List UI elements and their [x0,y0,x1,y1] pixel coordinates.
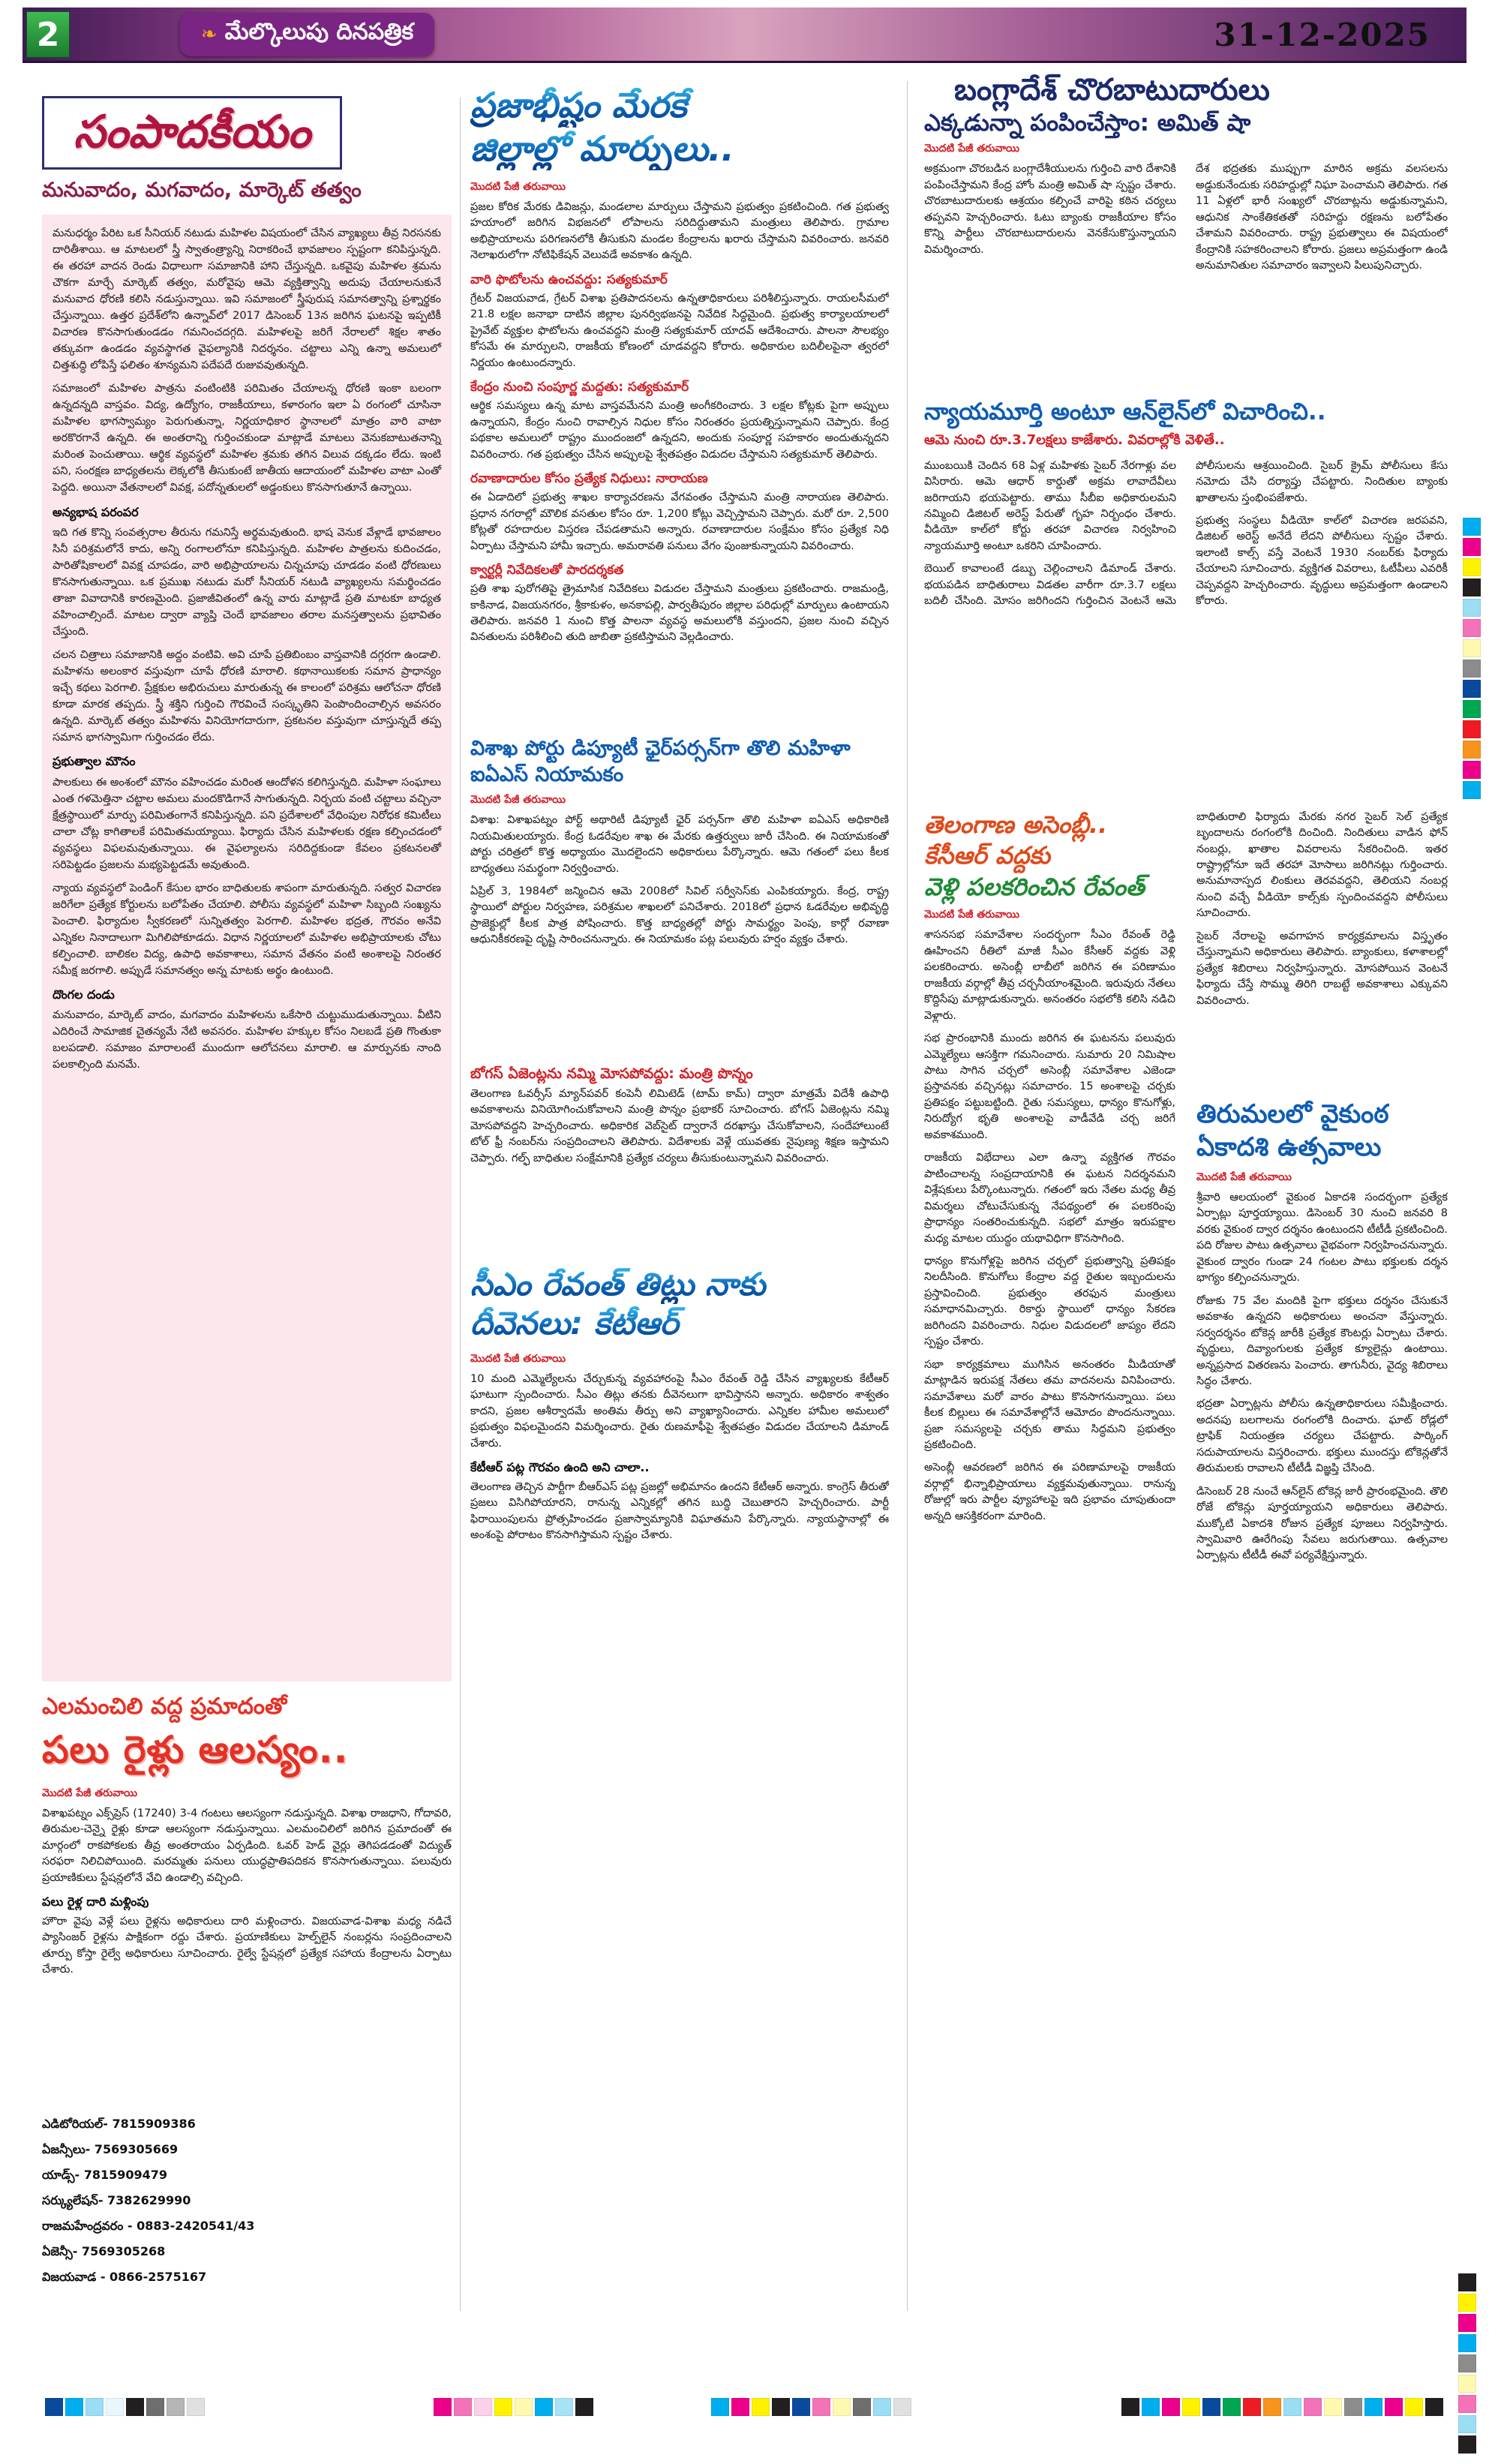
color-patch [1463,761,1481,779]
editorial-headline: మనువాదం, మగవాదం, మార్కెట్ తత్వం [42,179,362,202]
color-patch [1458,2395,1476,2413]
trains-kicker: ఎలమంచిలి వద్ద ప్రమాదంతో [42,1693,287,1720]
paragraph: శ్రీవారి ఆలయంలో వైకుంఠ ఏకాదశి సందర్భంగా ప్రత్యేక ఏర్పాట్లు పూర్తయ్యాయి. డిసెంబర్ 30 నుంచి జనవరి 8 వరకు వైకుంఠ ద్వార దర్శనం ఉంటుందని టీటీడీ ప్రకటించింది. పది రోజుల పాటు ఉత్సవాలు వైభవంగా నిర్వహించనున్నారు. వైకుంఠ ద్వారం గుండా 24 గంటల పాటు భక్తులకు దర్శన భాగ్యం కల్పించనున్నారు. [1196,1191,1448,1285]
masthead-swash-icon: ❧ [201,23,218,46]
tirumala-headline-line1: తిరుమలలో వైకుంఠ [1196,1098,1389,1129]
color-patch [1458,2435,1476,2453]
color-patch [1463,558,1481,576]
continued-tag: మొదటి పేజీ తరువాయి [1196,1170,1292,1183]
color-patch [1243,2398,1261,2416]
column-center [470,84,889,1777]
paragraph: ఏజెన్సీ- 7569305268 [42,2244,166,2258]
paragraph: మనుధర్మం పేరిట ఒక సీనియర్ నటుడు మహిళల విషయంలో చేసిన వ్యాఖ్యలు తీవ్ర నిరసనకు దారితీశాయి. ఆ మాటలలో స్త్రీ స్వాతంత్ర్యాన్ని నిరాకరించే భావజాలం స్పష్టంగా కనిపిస్తున్నది. ఈ తరహా వాదన రెండు విధాలుగా సమాజానికి హాని చేస్తున్నది. ఒకవైపు మహిళల శ్రమను చౌకగా మార్చే మార్కెట్ తత్వం, మరోవైపు ఆమె వ్యక్తిత్వాన్ని అదుపు చేయాలనుకునే మనువాద ధోరణి కలిసి నడుస్తున్నాయి. ఇవి సమాజంలో స్త్రీపురుష సమానత్వాన్ని ప్రశ్నార్థకం చేస్తున్నాయి. ఉత్తర ప్రదేశ్‌లోని ఉన్నావ్‌లో 2017 డిసెంబర్ 13న జరిగిన ఘటనపై ఇప్పటికీ విచారణ కొనసాగుతుండడం గమనించదగ్గది. మహిళలపై జరిగే నేరాలలో శిక్షల శాతం తక్కువగా ఉండడం వ్యవస్థాగత వైఫల్యానికి నిదర్శనం. చట్టాలు ఎన్ని ఉన్నా అమలులో చిత్తశుద్ధి లోపిస్తే ఫలితం శూన్యమని పదేపదే రుజువవుతున్నది. [53,227,441,372]
masthead-logo [180,13,434,56]
paragraph: తెలంగాణ తెచ్చిన పార్టీగా బీఆర్ఎస్ పట్ల ప్రజల్లో అభిమానం ఉందని కేటీఆర్ అన్నారు. కాంగ్రెస్ తీరుతో ప్రజలు విసిగిపోయారని, రానున్న ఎన్నికల్లో తగిన బుద్ధి చెబుతారని హెచ్చరించారు. పార్టీ ఫిరాయింపులను ప్రోత్సహించడం ప్రజాస్వామ్యానికి విఘాతమని పేర్కొన్నారు. న్యాయస్థానాల్లో ఈ అంశంపై పోరాటం కొనసాగిస్తామని స్పష్టం చేశారు. [470,1480,889,1542]
registration-marks-bottom-center [711,2398,911,2416]
column-divider [907,81,908,2311]
paragraph: పాలకులు ఈ అంశంలో మౌనం వహించడం మరింత ఆందోళన కలిగిస్తున్నది. మహిళా సంఘాలు ఎంత గళమెత్తినా చట్టాల అమలు మందకొడిగానే సాగుతున్నది. నిర్భయ వంటి చట్టాలు వచ్చినా క్షేత్రస్థాయిలో మార్పు పరిమితంగానే కనిపిస్తున్నది. పని ప్రదేశాలలో వేధింపుల నిరోధక కమిటీలు చాలా చోట్ల కాగితాలకే పరిమితమయ్యాయి. ఫిర్యాదు చేసిన మహిళలకు రక్షణ కల్పించడంలో వ్యవస్థలు విఫలమవుతున్నాయి. ఈ వైఫల్యాలను సరిదిద్దకుండా కేవలం ప్రకటనలతో సరిపెట్టడం ప్రజలను మభ్యపెట్టడమే అవుతుంది. [53,776,441,871]
color-patch [1463,518,1481,536]
paragraph: తెలంగాణ ఓవర్సీస్ మ్యాన్‌పవర్ కంపెనీ లిమిటెడ్ (టామ్ కామ్) ద్వారా మాత్రమే విదేశీ ఉపాధి అవకాశాలను వినియోగించుకోవాలని మంత్రి పొన్నం ప్రభాకర్ సూచించారు. బోగస్ ఏజెంట్లను నమ్మి మోసపోవద్దని హెచ్చరించారు. అధికారిక వెబ్‌సైట్ ద్వారానే దరఖాస్తు చేసుకోవాలని, సందేహాలుంటే టోల్ ఫ్రీ నంబర్‌ను సంప్రదించాలని తెలిపారు. విదేశాలకు వెళ్లే యువతకు నైపుణ్య శిక్షణ ఇస్తామని చెప్పారు. గల్ఫ్ బాధితుల సంక్షేమానికి ప్రత్యేక చర్యలు తీసుకుంటున్నామని వివరించారు. [470,1087,889,1164]
subhead: కేటీఆర్ పట్ల గౌరవం ఉంది అని చాలా.. [470,1460,650,1475]
color-patch [833,2398,851,2416]
revanth-headline-line2: వెళ్లి పలకరించిన రేవంత్ [924,872,1145,901]
paragraph: విశాఖ: విశాఖపట్నం పోర్ట్ అథారిటీ డిప్యూటీ ఛైర్ పర్సన్‌గా తొలి మహిళా ఐఏఎస్ అధికారిణి నియమితులయ్యారు. కేంద్ర ఓడరేవుల శాఖ ఈ మేరకు ఉత్తర్వులు జారీ చేసింది. ఈ నియామకంతో పోర్టు చరిత్రలో కొత్త అధ్యాయం మొదలైందని అధికారులు పేర్కొన్నారు. ఆమె గతంలో పలు కీలక బాధ్యతలు సమర్థంగా నిర్వర్తించారు. [470,814,889,875]
paragraph: భద్రతా ఏర్పాట్లను పోలీసు ఉన్నతాధికారులు సమీక్షించారు. అదనపు బలగాలను రంగంలోకి దించారు. ఘాట్ రోడ్లలో ట్రాఫిక్ నియంత్రణ చర్యలు చేపట్టారు. పార్కింగ్ సదుపాయాలను విస్తరించారు. భక్తులు ముందస్తు టోకెన్లతోనే తిరుమలకు రావాలని టీటీడీ విజ్ఞప్తి చేసింది. [1196,1398,1448,1475]
paragraph: అక్రమంగా చొరబడిన బంగ్లాదేశీయులను గుర్తించి వారి దేశానికి పంపించేస్తామని కేంద్ర హోం మంత్రి అమిత్ షా స్పష్టం చేశారు. చొరబాటుదారులకు ఆశ్రయం కల్పించే వారిపై కఠిన చర్యలు తప్పవని హెచ్చరించారు. ఓటు బ్యాంకు రాజకీయాల కోసం కొన్ని పార్టీలు చొరబాటుదారులను వెనకేసుకొస్తున్నాయని విమర్శించారు. [924,163,1176,256]
revanth-body [924,927,1175,2270]
right-subcolumns [924,810,1448,2271]
color-patch [86,2398,104,2416]
continued-tag: మొదటి పేజీ తరువాయి [470,1352,566,1365]
paragraph: ఇది గత కొన్ని సంవత్సరాల తీరును గమనిస్తే అర్థమవుతుంది. భాష వెనుక వేళ్లాడే భావజాలం సినీ పరిశ్రమలోనే కాదు, అన్ని రంగాలలోనూ కనిపిస్తున్నది. మహిళల పాత్రలను కుదించడం, పారితోషికాలలో వివక్ష చూపడం, వారి అభిప్రాయాలను చిన్నచూపు చూడడం వంటి ధోరణులు కొనసాగుతున్నాయి. ఒక ప్రముఖ నటుడు మరో సీనియర్ నటుడి వ్యాఖ్యలను సమర్థించడం తాజా వివాదానికి కారణమైంది. ప్రజాజీవితంలో ఉన్న వారు మాట్లాడే ప్రతి మాటకూ బాధ్యత వహించాల్సిందే. మాటల ద్వారా వ్యాప్తి చెందే భావజాలం తరాల మనస్తత్వాలను ప్రభావితం చేస్తుంది. [53,526,441,638]
amit-shah-body [924,161,1448,383]
paragraph: గ్రేటర్ విజయవాడ, గ్రేటర్ విశాఖ ప్రతిపాదనలను ఉన్నతాధికారులు పరిశీలిస్తున్నారు. రాయలసీమలో 21.8 లక్షల జనాభా దాటిన జిల్లాల పునర్విభజనపై నివేదిక సిద్ధమైంది. ప్రభుత్వ కార్యాలయాలలో ప్రైవేట్ వ్యక్తుల ఫొటోలను ఉంచవద్దని మంత్రి సత్యకుమార్ యాదవ్ ఆదేశించారు. పాలనా సౌలభ్యం కోసమే ఈ మార్పులని, రాజకీయ కోణంలో చూడవద్దని కోరారు. అధికారుల బదిలీలపైనా త్వరలో నిర్ణయం ఉంటుందన్నారు. [470,292,889,369]
color-patch [1142,2398,1160,2416]
paragraph: రాజమహేంద్రవరం - 0883-2420541/43 [42,2219,255,2233]
column-editorial [42,96,452,2291]
paragraph: సభ ప్రారంభానికి ముందు జరిగిన ఈ ఘటనను పలువురు ఎమ్మెల్యేలు ఆసక్తిగా గమనించారు. సుమారు 20 నిమిషాల పాటు సాగిన చర్చలో అసెంబ్లీ సమావేశాల ఎజెండా ప్రస్తావనకు వచ్చినట్లు సమాచారం. 15 అంశాలపై చర్చకు ప్రతిపక్షం పట్టుబట్టింది. రైతు సమస్యలు, ధాన్యం కొనుగోళ్లు, నిరుద్యోగ భృతి అంశాలపై వాడీవేడి చర్చ జరిగే అవకాశముంది. [924,1032,1175,1141]
contact-info [42,2112,452,2289]
color-patch [1223,2398,1241,2416]
color-patch [1458,2334,1476,2352]
subcolumn-left [924,810,1175,2271]
color-patch [1463,660,1481,678]
port-headline: విశాఖ పోర్టు డిప్యూటీ ఛైర్‌పర్సన్‌గా తొలి మహిళా ఐఏఎస్ నియామకం [470,737,851,787]
color-patch [126,2398,144,2416]
color-patch [1463,781,1481,799]
paragraph: ముంబయికి చెందిన 68 ఏళ్ల మహిళకు సైబర్ నేరగాళ్లు వల విసిరారు. ఆమె ఆధార్ కార్డుతో అక్రమ లావాదేవీలు జరిగాయని భయపెట్టారు. తాము సీబీఐ అధికారులమని నమ్మించి డిజిటల్ అరెస్ట్ పేరుతో గృహ నిర్బంధం చేశారు. వీడియో కాల్‌లో కోర్టు తరహా విచారణ నిర్వహించి న్యాయమూర్తి అంటూ ఒకరిని చూపించారు. [924,459,1176,552]
masthead-title: మేల్కొలుపు దినపత్రిక [224,19,414,45]
paragraph: ఏజన్సీలు- 7569305669 [42,2142,179,2156]
color-patch [1458,2273,1476,2291]
editorial-section-title: సంపాదకీయం [74,106,311,158]
color-patch [772,2398,790,2416]
color-patch [45,2398,63,2416]
color-patch [1463,599,1481,617]
editorial-section-box [42,96,342,170]
registration-marks-bottom-center-left [434,2398,593,2416]
color-patch [106,2398,124,2416]
paragraph: ఈ ఏడాదిలో ప్రభుత్వ శాఖల కార్యాచరణను వేగవంతం చేస్తామని మంత్రి నారాయణ తెలిపారు. ప్రధాన నగరాల్లో మౌలిక వసతుల కోసం రూ. 1,200 కోట్లు వెచ్చిస్తామని చెప్పారు. మరో రూ. 2,500 కోట్లతో రహదారుల విస్తరణ చేపడతామని అన్నారు. రవాణాదారుల సంక్షేమం కోసం ప్రత్యేక నిధి ఏర్పాటు చేస్తామని హామీ ఇచ్చారు. అమరావతి పనులు వేగం పుంజుకున్నాయని వివరించారు. [470,491,889,552]
paragraph: బాధితురాలి ఫిర్యాదు మేరకు నగర సైబర్ సెల్ ప్రత్యేక బృందాలను రంగంలోకి దించింది. నిందితులు వాడిన ఫోన్ నంబర్లు, ఖాతాల వివరాలను సేకరించింది. ఇతర రాష్ట్రాల్లోనూ ఇదే తరహా మోసాలు జరిగినట్లు గుర్తించారు. అనుమానాస్పద లింకులు తెరవవద్దని, తెలియని నంబర్ల నుంచి వచ్చే వీడియో కాల్స్‌కు స్పందించవద్దని పోలీసులు సూచించారు. [1196,810,1448,920]
color-patch [555,2398,573,2416]
paragraph: దేశ భద్రతకు ముప్పుగా మారిన అక్రమ వలసలను అడ్డుకునేందుకు సరిహద్దుల్లో నిఘా పెంచామని తెలిపారు. గత 11 ఏళ్లలో భారీ సంఖ్యలో చొరబాట్లను అడ్డుకున్నామని, ఆధునిక సాంకేతికతతో సరిహద్దు రక్షణను బలోపేతం చేశామని వివరించారు. రాష్ట్ర ప్రభుత్వాలు ఈ విషయంలో కేంద్రానికి సహకరించాలని కోరారు. ప్రజలు అప్రమత్తంగా ఉండి అనుమానితుల సమాచారం ఇవ్వాలని పిలుపునిచ్చారు. [1196,163,1448,272]
revanth-headline-line1: తెలంగాణ అసెంబ్లీ.. కేసీఆర్ వద్దకు [924,810,1108,870]
color-patch [1283,2398,1301,2416]
continued-tag: మొదటి పేజీ తరువాయి [924,909,1019,921]
color-patch [1182,2398,1200,2416]
color-patch [474,2398,492,2416]
cyber-body [924,458,1448,798]
editorial-body [42,215,452,1681]
red-subhead: వారి ఫొటోలను ఉంచవద్దు: సత్యకుమార్ [470,272,668,287]
color-patch [1458,2415,1476,2433]
paragraph: విశాఖపట్నం ఎక్స్‌ప్రెస్ (17240) 3-4 గంటలు ఆలస్యంగా నడుస్తున్నది. విశాఖ రాజధాని, గోదావరి, తిరుమల-చెన్నై రైళ్లు కూడా ఆలస్యంగా నడుస్తున్నాయి. ఎలమంచిలిలో జరిగిన ప్రమాదంతో ఈ మార్గంలో రాకపోకలకు తీవ్ర అంతరాయం ఏర్పడింది. ఓవర్ హెడ్ వైర్లు తెగిపడడంతో విద్యుత్ సరఫరా నిలిచిపోయింది. మరమ్మతు పనులు యుద్ధప్రాతిపదికన కొనసాగుతున్నాయి. పలువురు ప్రయాణికులు స్టేషన్లలోనే వేచి ఉండాల్సి వచ్చింది. [42,1807,452,1884]
color-patch [1304,2398,1322,2416]
paragraph: సర్క్యులేషన్- 7382629990 [42,2193,191,2207]
color-patch [731,2398,749,2416]
bogus-agents-body [470,1086,889,1256]
paragraph: సభా కార్యక్రమాలు ముగిసిన అనంతరం మీడియాతో మాట్లాడిన ఇరుపక్ష నేతలు తమ వాదనలను వినిపించారు. సమావేశాలు మరో వారం పాటు కొనసాగనున్నాయి. పలు కీలక బిల్లులు ఈ సమావేశాల్లోనే ఆమోదం పొందనున్నాయి. ప్రజా సమస్యలపై చర్చకు తాము సిద్ధమని ప్రభుత్వం ప్రకటించింది. [924,1358,1175,1451]
color-patch [494,2398,512,2416]
color-patch [1364,2398,1382,2416]
paragraph: విజయవాడ - 0866-2575167 [42,2270,207,2284]
paragraph: న్యాయ వ్యవస్థలో పెండింగ్ కేసుల భారం బాధితులకు శాపంగా మారుతున్నది. సత్వర విచారణ జరిగేలా ప్రత్యేక కోర్టులను బలోపేతం చేయాలి. పోలీసు వ్యవస్థలో మహిళా సిబ్బంది సంఖ్యను పెంచాలి. ఫిర్యాదుల స్వీకరణలో సున్నితత్వం పెరగాలి. మహిళల భద్రత, గౌరవం అనేవి ఎన్నికల నినాదాలుగా మిగిలిపోకూడదు. విధాన నిర్ణయాలలో మహిళల అభిప్రాయాలకు చోటు కల్పించాలి. బాలికల విద్య, ఉపాధి అవకాశాలు, సమాన వేతనం వంటి అంశాలపై నిరంతర సమీక్ష జరగాలి. అప్పుడే సమానత్వం అన్న మాటకు అర్థం ఉంటుంది. [53,882,441,977]
paragraph: ప్రజల కోరిక మేరకు డివిజన్లు, మండలాల మార్పులు చేస్తామని ప్రభుత్వం ప్రకటించింది. గత ప్రభుత్వ హయాంలో జరిగిన విభజనలో లోపాలను సరిదిద్దుతామని మంత్రులు తెలిపారు. గ్రామాల అభిప్రాయాలను పరిగణనలోకి తీసుకుని మండల కేంద్రాలను ఖరారు చేస్తామని వివరించారు. జనవరి నెలాఖరులోగా నోటిఫికేషన్ వెలువడే అవకాశం ఉన్నది. [470,201,889,262]
color-patch [873,2398,891,2416]
color-patch [853,2398,871,2416]
red-subhead: రవాణాదారుల కోసం ప్రత్యేక నిధులు: నారాయణ [470,471,708,487]
paragraph: బెయిల్ కావాలంటే డబ్బు చెల్లించాలని డిమాండ్ చేశారు. భయపడిన బాధితురాలు విడతల వారీగా రూ.3.7 లక్షలు బదిలీ చేసింది. మోసం జరిగిందని గుర్తించిన వెంటనే ఆమె పోలీసులను ఆశ్రయించింది. సైబర్ క్రైమ్ పోలీసులు కేసు నమోదు చేసి దర్యాప్తు చేపట్టారు. నిందితుల బ్యాంకు ఖాతాలను స్తంభింపజేశారు. [924,459,1448,608]
ktr-body [470,1372,889,1777]
subhead: పలు రైళ్ల దారి మళ్లింపు [42,1895,149,1910]
paragraph: మనువాదం, మార్కెట్ వాదం, మగవాదం మహిళలను ఒకేసారి చుట్టుముడుతున్నాయి. వీటిని ఎదిరించే సామాజిక చైతన్యమే నేటి అవసరం. మహిళల హక్కుల కోసం నిలబడే ప్రతి గొంతుకా బలపడాలి. సమాజం మారాలంటే ముందుగా ఆలోచనలు మారాలి. ఆ మార్పునకు నాంది పలకాల్సింది మనమే. [53,1009,441,1071]
edition-date: 31-12-2025 [1214,17,1430,53]
color-patch [515,2398,533,2416]
tirumala-body [1196,1190,1448,2180]
color-patch [454,2398,472,2416]
color-patch [65,2398,83,2416]
continued-tag: మొదటి పేజీ తరువాయి [42,1787,137,1799]
color-patch [1405,2398,1423,2416]
color-patch [1463,700,1481,718]
paragraph: సమాజంలో మహిళల పాత్రను వంటింటికి పరిమితం చేయాలన్న ధోరణి ఇంకా బలంగా ఉన్నదన్నది వాస్తవం. విద్య, ఉద్యోగం, రాజకీయాలు, కళారంగం ఇలా ఏ రంగంలో చూసినా మహిళల భాగస్వామ్యం పెరుగుతున్నా, నిర్ణయాధికార స్థానాలలో మాత్రం వారి వాటా అరకొరగానే ఉన్నది. ఈ అంతరాన్ని గుర్తించకుండా మాట్లాడే మాటలు వెనుకబాటుతనాన్ని మరింత పెంచుతాయి. ఆర్థిక వ్యవస్థలో మహిళల శ్రమకు తగిన విలువ దక్కడం లేదు. ఇంటి పని, సంరక్షణ బాధ్యతలను లెక్కలోకి తీసుకుంటే జాతీయ ఆదాయంలో మహిళల వాటా ఎంతో పెద్దది. అయినా వేతనాలలో వివక్ష, పదోన్నతులలో అడ్డంకులు కొనసాగుతూనే ఉన్నాయి. [53,383,441,494]
subhead: అన్యభాష పరంపర [53,504,139,519]
paragraph: 10 మంది ఎమ్మెల్యేలను చేర్చుకున్న వ్యవహారంపై సీఎం రేవంత్ రెడ్డి చేసిన వ్యాఖ్యలకు కేటీఆర్ ఘాటుగా స్పందించారు. సీఎం తిట్లు తనకు దీవెనలుగా భావిస్తానని అన్నారు. అధికారం శాశ్వతం కాదని, ప్రజల ఆశీర్వాదమే అంతిమ తీర్పు అని వ్యాఖ్యానించారు. ఎన్నికల హామీల అమలులో ప్రభుత్వం విఫలమైందని విమర్శించారు. రైతు రుణమాఫీపై శ్వేతపత్రం విడుదల చేయాలని డిమాండ్ చేశారు. [470,1372,889,1450]
color-patch [792,2398,810,2416]
paragraph: యాడ్స్- 7815909479 [42,2168,168,2182]
subcolumn-right [1196,810,1448,2271]
bogus-agents-subhead: బోగస్ ఏజెంట్లను నమ్మి మోసపోవద్దు: మంత్రి పొన్నం [470,1065,753,1083]
color-patch [1463,578,1481,596]
color-patch [1162,2398,1180,2416]
paragraph: ఎడిటోరియల్- 7815909386 [42,2117,196,2131]
tirumala-headline-line2: ఏకాదశి ఉత్సవాలు [1196,1131,1382,1162]
color-patch [434,2398,452,2416]
district-body [470,200,889,723]
color-patch [167,2398,185,2416]
continued-tag: మొదటి పేజీ తరువాయి [470,181,566,193]
paragraph: శాసనసభ సమావేశాల సందర్భంగా సీఎం రేవంత్ రెడ్డి ఊహించని రీతిలో మాజీ సీఎం కేసీఆర్ వద్దకు వెళ్లి పలకరించారు. అసెంబ్లీ లాబీలో జరిగిన ఈ పరిణామం రాజకీయ వర్గాల్లో తీవ్ర చర్చనీయాంశమైంది. ఇరువురు నేతలు కొద్దిసేపు మాట్లాడుకున్నారు. అనంతరం సభలోకి కలిసి నడిచి వెళ్లారు. [924,929,1175,1022]
ktr-headline-line1: సీఎం రేవంత్ తిట్లు నాకు [470,1265,889,1305]
page-header [23,8,1466,63]
color-patch [1463,741,1481,759]
registration-marks-bottom-left [45,2398,205,2416]
trains-headline: పలు రైళ్లు ఆలస్యం.. [42,1728,349,1771]
color-patch [1463,538,1481,556]
color-patch [575,2398,593,2416]
color-patch [1121,2398,1139,2416]
red-subhead: క్వార్టర్లీ నివేదికలతో పారదర్శకత [470,562,624,578]
district-headline-line2: జిల్లాల్లో మార్పులు.. [470,128,889,171]
color-patch [1458,2294,1476,2312]
trains-body [42,1806,452,2100]
cyber-headline: న్యాయమూర్తి అంటూ ఆన్‌లైన్‌లో విచారించి.. [924,398,1326,426]
color-patch [812,2398,830,2416]
subhead: దొంగల దండు [53,987,115,1002]
red-subhead: కేంద్రం నుంచి సంపూర్ణ మద్దతు: సత్యకుమార్ [470,380,689,395]
color-patch [752,2398,770,2416]
paragraph: డిసెంబర్ 28 నుంచే ఆన్‌లైన్ టోకెన్ల జారీ ప్రారంభమైంది. తొలి రోజే టోకెన్లు పూర్తయ్యాయని అధికారులు తెలిపారు. ముక్కోటి ఏకాదశి రోజున ప్రత్యేక పూజలు నిర్వహిస్తారు. స్వామివారి ఊరేగింపు సేవలు జరుగుతాయి. ఉత్సవాల ఏర్పాట్లను టీటీడీ ఈవో పర్యవేక్షిస్తున్నారు. [1196,1485,1448,1562]
color-patch [1425,2398,1443,2416]
cyber-deck: ఆమె నుంచి రూ.3.7లక్షలు కాజేశారు. వివరాల్లోకి వెళితే.. [924,431,1225,448]
registration-marks-right-edge [1463,518,1481,799]
color-patch [1202,2398,1220,2416]
color-patch [1463,619,1481,637]
subhead: ప్రభుత్వాల మౌనం [53,754,136,769]
ktr-headline-line2: దీవెనలు: కేటీఆర్ [470,1304,889,1344]
color-patch [1324,2398,1342,2416]
continued-tag: మొదటి పేజీ తరువాయి [470,794,566,807]
continued-tag: మొదటి పేజీ తరువాయి [924,143,1019,155]
column-right [924,72,1448,2270]
amit-shah-headline-line1: బంగ్లాదేశ్ చొరబాటుదారులు [954,73,1270,107]
paragraph: రోజుకు 75 వేల మందికి పైగా భక్తులు దర్శనం చేసుకునే అవకాశం ఉన్నదని అధికారులు అంచనా వేస్తున్నారు. సర్వదర్శనం టోకెన్ల జారీకి ప్రత్యేక కౌంటర్లు ఏర్పాటు చేశారు. వృద్ధులు, దివ్యాంగులకు ప్రత్యేక క్యూలైన్లు ఉంటాయి. అన్నప్రసాద వితరణను పెంచారు. తాగునీరు, వైద్య శిబిరాలు సిద్ధం చేశారు. [1196,1294,1448,1387]
color-patch [1344,2398,1362,2416]
color-patch [1385,2398,1403,2416]
color-patch [1463,639,1481,657]
color-patch [1458,2314,1476,2332]
paragraph: అసెంబ్లీ ఆవరణలో జరిగిన ఈ పరిణామాలపై రాజకీయ వర్గాల్లో భిన్నాభిప్రాయాలు వ్యక్తమవుతున్నాయి. రానున్న రోజుల్లో ఇరు పార్టీల వ్యూహాలపై ఇది ప్రభావం చూపుతుందా అన్నది ఆసక్తికరంగా మారింది. [924,1462,1175,1522]
paragraph: ప్రతి శాఖ పురోగతిపై త్రైమాసిక నివేదికలు విడుదల చేస్తామని మంత్రులు ప్రకటించారు. రాజమండ్రి, కాకినాడ, విజయనగరం, శ్రీకాకుళం, అనకాపల్లి, పార్వతీపురం జిల్లాల పరిధుల్లో మార్పులు ఉంటాయని తెలిపారు. జనవరి 1 నుంచి కొత్త పాలనా వ్యవస్థ అమలులోకి వస్తుందని, ప్రజల నుంచి వచ్చిన వినతులను పరిశీలించి తుది జాబితా ప్రకటిస్తామని వెల్లడించారు. [470,583,889,644]
paragraph: ఏప్రిల్ 3, 1984లో జన్మించిన ఆమె 2008లో సివిల్ సర్వీసెస్‌కు ఎంపికయ్యారు. కేంద్ర, రాష్ట్ర స్థాయిలో పోర్టుల నిర్వహణ, పరిశ్రమల శాఖలలో పనిచేశారు. 2018లో ప్రధాన ఓడరేవుల అభివృద్ధి ప్రాజెక్టుల్లో కీలక పాత్ర పోషించారు. కొత్త బాధ్యతల్లో పోర్టు సామర్థ్యం పెంపు, కార్గో రవాణా ఆధునికీకరణపై దృష్టి సారించనున్నారు. ఈ నియామకం పట్ల పలువురు హర్షం వ్యక్తం చేశారు. [470,885,889,946]
paragraph: హౌరా వైపు వెళ్లే పలు రైళ్లను అధికారులు దారి మళ్లించారు. విజయవాడ-విశాఖ మధ్య నడిచే ప్యాసింజర్ రైళ్లను పాక్షికంగా రద్దు చేశారు. ప్రయాణికులు హెల్ప్‌లైన్ నంబర్లను సంప్రదించాలని తూర్పు కోస్తా రైల్వే అధికారులు సూచించారు. రైల్వే స్టేషన్లలో ప్రత్యేక సహాయ కేంద్రాలను ఏర్పాటు చేశారు. [42,1915,452,1976]
port-body [470,813,889,1054]
color-patch [1458,2354,1476,2372]
color-patch [146,2398,164,2416]
page-number: 2 [26,11,70,58]
color-patch [711,2398,729,2416]
paragraph: సైబర్ నేరాలపై అవగాహన కార్యక్రమాలను విస్తృతం చేస్తున్నామని అధికారులు తెలిపారు. బ్యాంకులు, కళాశాలల్లో ప్రత్యేక శిబిరాలు నిర్వహిస్తున్నారు. మోసపోయిన వెంటనే ఫిర్యాదు చేస్తే సొమ్ము తిరిగి రాబట్టే అవకాశాలు ఎక్కువని వివరించారు. [1196,930,1448,1007]
paragraph: రాజకీయ విభేదాలు ఎలా ఉన్నా వ్యక్తిగత గౌరవం పాటించాలన్న సంప్రదాయానికి ఈ ఘటన నిదర్శనమని విశ్లేషకులు పేర్కొంటున్నారు. గతంలో ఇరు నేతల మధ్య తీవ్ర విమర్శలు చోటుచేసుకున్న నేపథ్యంలో ఈ పలకరింపు ప్రాధాన్యం సంతరించుకున్నది. సభలో మాత్రం ఇరుపక్షాల మధ్య మాటల యుద్ధం యథావిధిగా కొనసాగింది. [924,1152,1175,1245]
registration-marks-bottom-right-row [1121,2398,1443,2416]
paragraph: ధాన్యం కొనుగోళ్లపై జరిగిన చర్చలో ప్రభుత్వాన్ని ప్రతిపక్షం నిలదీసింది. కొనుగోలు కేంద్రాల వద్ద రైతుల ఇబ్బందులను ప్రస్తావించింది. ప్రభుత్వం తరఫున మంత్రులు సమాధానమిచ్చారు. రికార్డు స్థాయిలో ధాన్యం సేకరణ జరిగిందని వివరించారు. నిధుల విడుదలలో జాప్యం లేదని స్పష్టం చేశారు. [924,1255,1175,1348]
color-patch [187,2398,205,2416]
paragraph: ప్రభుత్వ సంస్థలు వీడియో కాల్‌లో విచారణ జరపవని, డిజిటల్ అరెస్ట్ అనేదే లేదని పోలీసులు స్పష్టం చేశారు. ఇలాంటి కాల్స్ వస్తే వెంటనే 1930 నంబర్‌కు ఫిర్యాదు చేయాలని సూచించారు. వ్యక్తిగత వివరాలు, ఓటీపీలు ఎవరికీ చెప్పవద్దని హెచ్చరించారు. వృద్ధులు అప్రమత్తంగా ఉండాలని కోరారు. [1196,514,1448,608]
color-patch [1463,720,1481,738]
color-patch [1458,2375,1476,2393]
registration-marks-bottom-right-column [1458,2273,1476,2453]
color-patch [1263,2398,1281,2416]
paragraph: ఆర్థిక సమస్యలు ఉన్న మాట వాస్తవమేనని మంత్రి అంగీకరించారు. 3 లక్షల కోట్లకు పైగా అప్పులు ఉన్నాయని, కేంద్రం నుంచి రావాల్సిన నిధుల కోసం నిరంతరం ప్రయత్నిస్తున్నామని చెప్పారు. కేంద్ర పథకాల అమలులో రాష్ట్రం ముందంజలో ఉన్నదని, అందుకు సంపూర్ణ సహకారం అందుతున్నదని వివరించారు. గత ప్రభుత్వం చేసిన అప్పులపై శ్వేతపత్రం విడుదల చేస్తామని సత్యకుమార్ తెలిపారు. [470,400,889,461]
color-patch [1463,680,1481,698]
color-patch [535,2398,553,2416]
column-divider [460,98,461,2311]
amit-shah-headline-line2: ఎక్కడున్నా పంపించేస్తాం: అమిత్ షా [924,110,1251,137]
color-patch [893,2398,911,2416]
paragraph: చలన చిత్రాలు సమాజానికి అద్దం వంటివి. అవి చూపే ప్రతిబింబం వాస్తవానికి దగ్గరగా ఉండాలి. మహిళను అలంకార వస్తువుగా చూపే ధోరణి మారాలి. కథానాయికలకు సమాన ప్రాధాన్యం ఇచ్చే కథలు పెరగాలి. ప్రేక్షకుల అభిరుచులు మారుతున్న ఈ కాలంలో పరిశ్రమ ఆలోచనా ధోరణి కూడా మారక తప్పదు. స్త్రీ శక్తిని గుర్తించి గౌరవించే సంస్కృతిని పెంపొందించాల్సిన అవసరం ఉన్నది. మార్కెట్ తత్వం మహిళను వినియోగదారుగా, ప్రకటనల వస్తువుగా చూస్తున్నదే తప్ప సమాన భాగస్వామిగా గుర్తించడం లేదు. [53,649,441,744]
cyber-body-continued [1196,810,1448,1086]
district-headline-line1: ప్రజాభీష్టం మేరకే [470,84,889,128]
